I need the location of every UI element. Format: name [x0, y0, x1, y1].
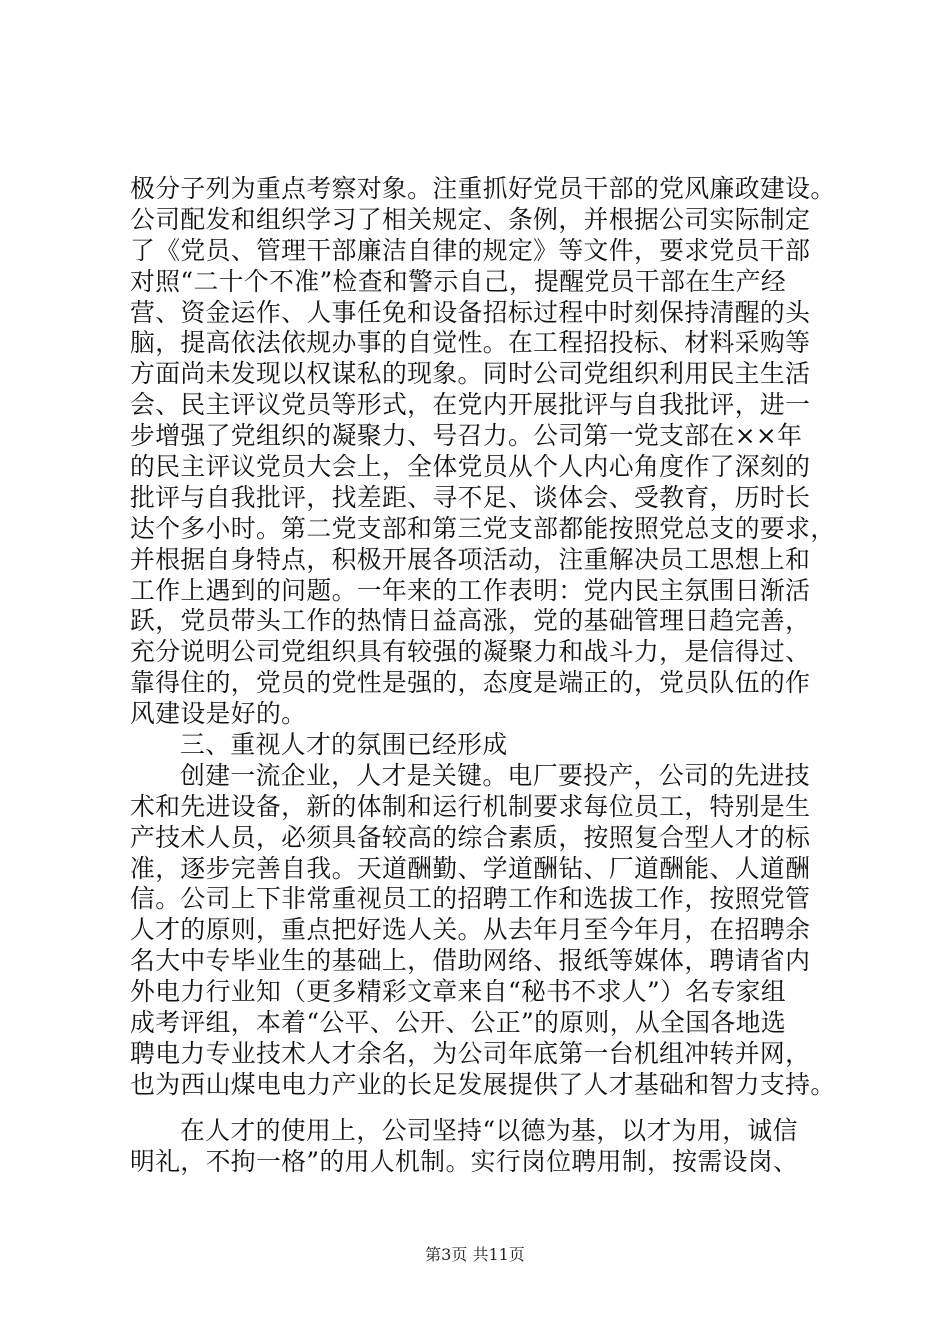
text-line: 会、民主评议党员等形式，在党内开展批评与自我批评，进一 [130, 390, 811, 420]
text-line: 风建设是好的。 [130, 699, 307, 729]
body-text-block [130, 174, 836, 1101]
text-line: 了《党员、管理干部廉洁自律的规定》等文件，要求党员干部 [130, 235, 811, 265]
text-line: 营、资金运作、人事任免和设备招标过程中时刻保持清醒的头 [130, 297, 811, 327]
text-line: 公司配发和组织学习了相关规定、条例，并根据公司实际制定 [130, 204, 811, 234]
text-line: 批评与自我批评，找差距、寻不足、谈体会、受教育，历时长 [130, 482, 811, 512]
text-line: 步增强了党组织的凝聚力、号召力。公司第一党支部在××年 [130, 421, 803, 451]
text-line: 名大中专毕业生的基础上，借助网络、报纸等媒体，聘请省内 [130, 946, 811, 976]
text-line: 靠得住的，党员的党性是强的，态度是端正的，党员队伍的作 [130, 668, 811, 698]
text-line: 也为西山煤电电力产业的长足发展提供了人才基础和智力支持。 [130, 1069, 836, 1099]
text-line: 对照“二十个不准”检查和警示自己，提醒党员干部在生产经 [130, 266, 787, 296]
text-line: 充分说明公司党组织具有较强的凝聚力和战斗力，是信得过、 [130, 637, 811, 667]
text-line: 脑，提高依法依规办事的自觉性。在工程招投标、材料采购等 [130, 328, 811, 358]
text-line: 明礼，不拘一格”的用人机制。实行岗位聘用制，按需设岗、 [130, 1146, 799, 1176]
text-line: 的民主评议党员大会上，全体党员从个人内心角度作了深刻的 [130, 452, 811, 482]
text-line: 极分子列为重点考察对象。注重抓好党员干部的党风廉政建设。 [130, 174, 836, 203]
text-line: 聘电力专业技术人才余名，为公司年底第一台机组冲转并网， [130, 1038, 811, 1068]
text-line: 创建一流企业，人才是关键。电厂要投产，公司的先进技 [180, 760, 810, 790]
text-line: 在人才的使用上，公司坚持“以德为基，以才为用，诚信 [180, 1116, 798, 1145]
body-text-block-continued [130, 1116, 830, 1178]
text-line: 并根据自身特点，积极开展各项活动，注重解决员工思想上和 [130, 544, 811, 574]
text-line: 三、重视人才的氛围已经形成 [180, 730, 508, 760]
text-line: 人才的原则，重点把好选人关。从去年月至今年月，在招聘余 [130, 915, 811, 945]
text-line: 跃，党员带头工作的热情日益高涨，党的基础管理日趋完善， [130, 606, 811, 636]
page-footer: 第3页 共11页 [425, 1245, 525, 1264]
text-line: 外电力行业知（更多精彩文章来自“秘书不求人”）名专家组 [130, 977, 787, 1007]
text-line: 信。公司上下非常重视员工的招聘工作和选拔工作，按照党管 [130, 884, 811, 914]
text-line: 方面尚未发现以权谋私的现象。同时公司党组织利用民主生活 [130, 359, 811, 389]
text-line: 达个多小时。第二党支部和第三党支部都能按照党总支的要求， [130, 513, 836, 543]
text-line: 准，逐步完善自我。天道酬勤、学道酬钻、厂道酬能、人道酬 [130, 853, 811, 883]
text-line: 成考评组，本着“公平、公开、公正”的原则，从全国各地选 [130, 1008, 787, 1038]
text-line: 产技术人员，必须具备较高的综合素质，按照复合型人才的标 [130, 822, 811, 852]
text-line: 术和先进设备，新的体制和运行机制要求每位员工，特别是生 [130, 791, 811, 821]
text-line: 工作上遇到的问题。一年来的工作表明：党内民主氛围日渐活 [130, 575, 811, 605]
